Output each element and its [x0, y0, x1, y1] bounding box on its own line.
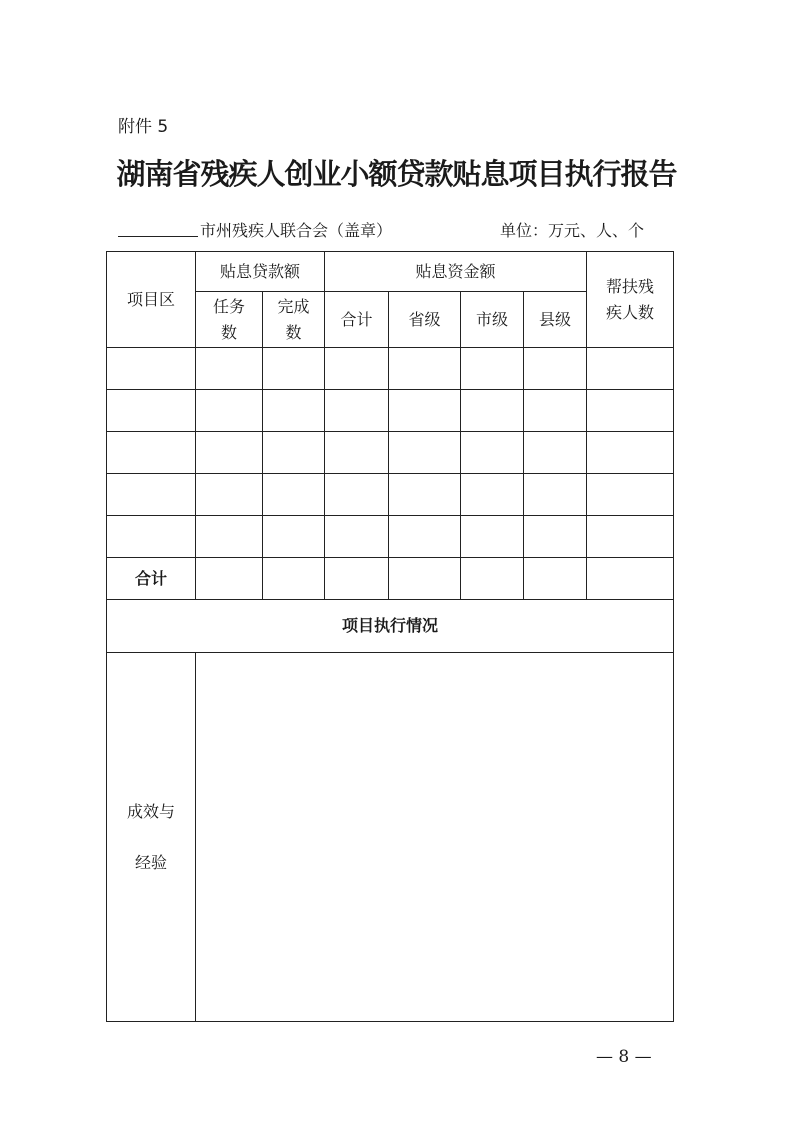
- attachment-label: 附件 5: [118, 117, 169, 137]
- table-row: [107, 390, 674, 432]
- table-row: [107, 348, 674, 390]
- header-project-area: 项目区: [107, 252, 196, 348]
- table-row: [107, 432, 674, 474]
- outcome-label: 成效与 经验: [107, 653, 196, 1022]
- total-row-label: 合计: [107, 558, 196, 600]
- document-title: 湖南省残疾人创业小额贷款贴息项目执行报告: [116, 157, 677, 191]
- report-table: [106, 251, 674, 1022]
- header-fund-county: 县级: [524, 292, 587, 348]
- header-loan-done: 完成 数: [263, 292, 325, 348]
- header-fund-province: 省级: [389, 292, 461, 348]
- outcome-content: [196, 653, 674, 1022]
- org-name-blank-line: [118, 236, 198, 237]
- header-loan-task: 任务 数: [196, 292, 263, 348]
- table-row: [107, 516, 674, 558]
- page-number: — 8 —: [596, 1047, 652, 1067]
- section-title: 项目执行情况: [107, 600, 674, 653]
- org-suffix: 市州残疾人联合会（盖章）: [200, 221, 393, 240]
- table-row: [107, 474, 674, 516]
- header-fund-city: 市级: [461, 292, 524, 348]
- header-fund-amount: 贴息资金额: [325, 252, 587, 292]
- header-helped-count: 帮扶残 疾人数: [587, 252, 674, 348]
- total-row: [107, 558, 674, 600]
- header-loan-amount: 贴息贷款额: [196, 252, 325, 292]
- header-fund-total: 合计: [325, 292, 389, 348]
- unit-label: 单位：万元、人、个: [500, 221, 645, 240]
